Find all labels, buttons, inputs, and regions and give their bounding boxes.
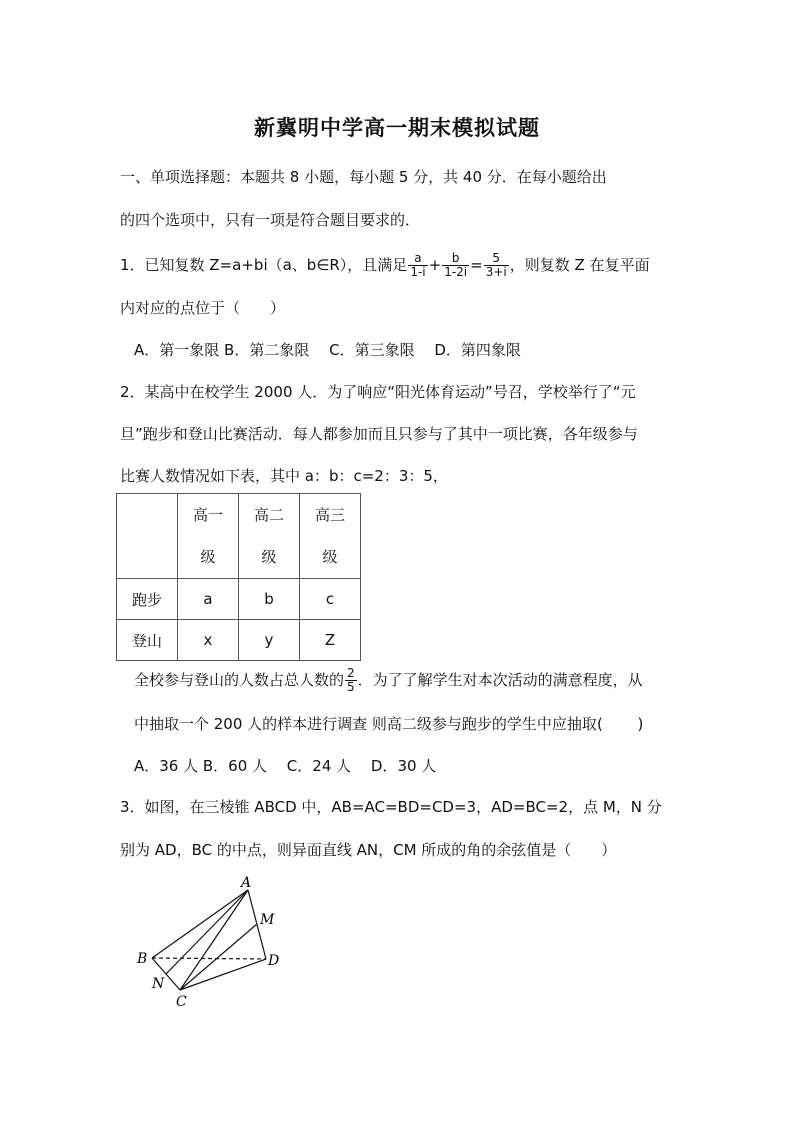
page-title: 新冀明中学高一期末模拟试题 (254, 116, 540, 140)
point-label-n: N (152, 976, 165, 992)
fraction-a-over-1-minus-i: $\frac{a}{1-i}$ (410, 251, 426, 279)
question-2-line-4-end: ．为了了解学生对本次活动的满意程度，从 (357, 671, 643, 689)
equals-sign: = (470, 256, 483, 274)
table-header-row (117, 494, 361, 579)
edge-cd (180, 959, 266, 990)
table-cell: b (239, 579, 300, 620)
edge-ab (152, 890, 248, 958)
vertex-label-d: D (268, 953, 280, 969)
question-3-line-1: 3．如图，在三棱锥 ABCD 中，AB=AC=BD=CD=3，AD=BC=2，点 M，N 分 (120, 798, 662, 816)
question-1-line-2: 内对应的点位于（ ） (120, 299, 286, 317)
grade-participation-table (116, 493, 361, 661)
vertex-label-b: B (137, 951, 148, 967)
table-row-label: 跑步 (117, 579, 178, 620)
question-1-stem-start: 1．已知复数 Z=a+bi（a、b∈R），且满足 (120, 256, 408, 274)
point-label-m: M (260, 912, 275, 928)
table-row (117, 620, 361, 661)
question-1-stem (120, 252, 650, 279)
table-cell: Z (300, 620, 361, 661)
question-2-options: A．36 人 B．60 人 C．24 人 D．30 人 (134, 757, 437, 775)
segment-an (166, 890, 248, 974)
fraction-5-over-3-plus-i: $\frac{5}{3+i}$ (485, 251, 507, 279)
table-header-grade-1: 高一 级 (178, 494, 239, 579)
question-2-line-4-start: 全校参与登山的人数占总人数的 (134, 671, 345, 689)
question-2-line-4 (134, 667, 643, 694)
vertex-label-c: C (176, 994, 187, 1010)
question-2-line-3: 比赛人数情况如下表，其中 a：b：c=2：3：5， (120, 467, 448, 485)
table-header-grade-2: 高二 级 (239, 494, 300, 579)
question-2-line-5: 中抽取一个 200 人的样本进行调查 则高二级参与跑步的学生中应抽取( ) (134, 715, 644, 733)
question-2-line-2: 旦”跑步和登山比赛活动．每人都参加而且只参与了其中一项比赛，各年级参与 (120, 425, 638, 443)
question-2-line-1: 2．某高中在校学生 2000 人．为了响应“阳光体育运动”号召，学校举行了“元 (120, 383, 636, 401)
plus-sign: + (428, 256, 442, 274)
section-instruction-line-2: 的四个选项中，只有一项是符合题目要求的． (120, 211, 421, 229)
section-instruction-line-1: 一、单项选择题：本题共 8 小题，每小题 5 分，共 40 分．在每小题给出 (120, 168, 607, 186)
fraction-2-over-5: $\frac{2}{5}$ (347, 666, 355, 694)
fraction-b-over-1-minus-2i: $\frac{b}{1-2i}$ (444, 251, 468, 279)
tetrahedron-figure (120, 870, 300, 1010)
table-row-label: 登山 (117, 620, 178, 661)
table-cell: y (239, 620, 300, 661)
question-3-line-2: 别为 AD，BC 的中点，则异面直线 AN，CM 所成的角的余弦值是（ ） (120, 841, 617, 859)
question-1-options: A．第一象限 B．第二象限 C．第三象限 D．第四象限 (134, 341, 521, 359)
table-corner-cell (117, 494, 178, 579)
table-row (117, 579, 361, 620)
question-1-stem-end: ，则复数 Z 在复平面 (509, 256, 650, 274)
table-cell: a (178, 579, 239, 620)
table-cell: x (178, 620, 239, 661)
table-cell: c (300, 579, 361, 620)
edge-bd-hidden (152, 958, 266, 959)
vertex-label-a: A (241, 875, 252, 891)
table-header-grade-3: 高三 级 (300, 494, 361, 579)
